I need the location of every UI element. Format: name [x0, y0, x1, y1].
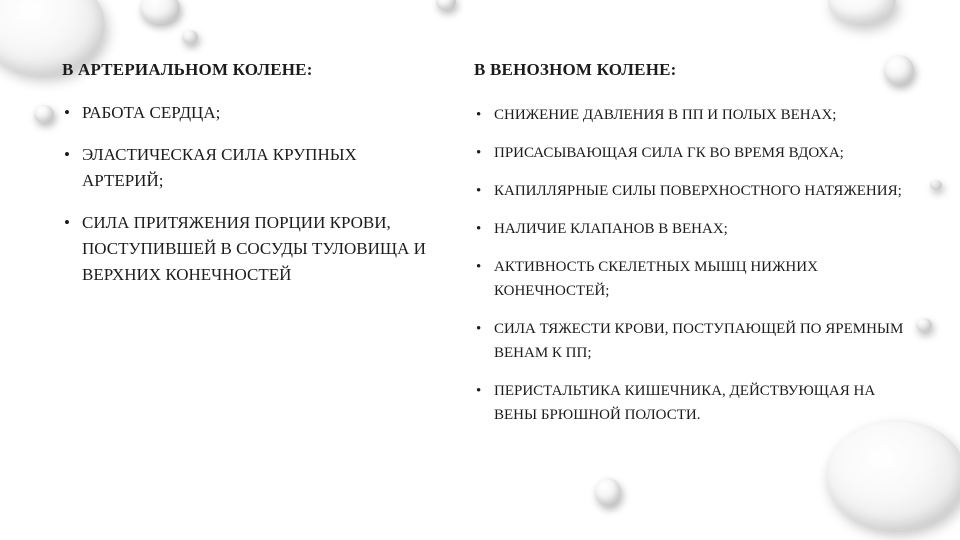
arterial-column — [62, 60, 442, 304]
list-item: • РАБОТА СЕРДЦА; — [62, 100, 442, 126]
list-item: • ЭЛАСТИЧЕСКАЯ СИЛА КРУПНЫХ АРТЕРИЙ; — [62, 142, 442, 194]
water-drop-tiny-top-left — [182, 30, 198, 44]
water-drop-mid-left — [34, 105, 54, 123]
list-item: • АКТИВНОСТЬ СКЕЛЕТНЫХ МЫШЦ НИЖНИХ КОНЕЧНОСТЕЙ; — [474, 255, 914, 303]
list-item: • НАЛИЧИЕ КЛАПАНОВ В ВЕНАХ; — [474, 217, 914, 241]
list-item: • СИЛА ПРИТЯЖЕНИЯ ПОРЦИИ КРОВИ, ПОСТУПИВШЕЙ В СОСУДЫ ТУЛОВИЩА И ВЕРХНИХ КОНЕЧНОСТЕЙ — [62, 210, 442, 288]
list-item: • ПЕРИСТАЛЬТИКА КИШЕЧНИКА, ДЕЙСТВУЮЩАЯ НА ВЕНЫ БРЮШНОЙ ПОЛОСТИ. — [474, 379, 914, 427]
venous-column-title: В ВЕНОЗНОМ КОЛЕНЕ: — [474, 60, 677, 79]
water-drop-top-center — [436, 0, 456, 10]
water-drop-right-tiny — [930, 180, 942, 190]
list-item: • КАПИЛЛЯРНЫЕ СИЛЫ ПОВЕРХНОСТНОГО НАТЯЖЕНИЯ; — [474, 179, 914, 203]
list-item: • СИЛА ТЯЖЕСТИ КРОВИ, ПОСТУПАЮЩЕЙ ПО ЯРЕМНЫМ ВЕНАМ К ПП; — [474, 317, 914, 365]
arterial-column-title: В АРТЕРИАЛЬНОМ КОЛЕНЕ: — [62, 60, 313, 79]
water-drop-right-small — [916, 318, 932, 332]
list-item: • СНИЖЕНИЕ ДАВЛЕНИЯ В ПП И ПОЛЫХ ВЕНАХ; — [474, 103, 914, 127]
water-drop-bottom-center — [595, 478, 621, 506]
venous-list — [474, 103, 914, 427]
venous-column — [474, 60, 914, 441]
arterial-list — [62, 100, 442, 288]
list-item: • ПРИСАСЫВАЮЩАЯ СИЛА ГК ВО ВРЕМЯ ВДОХА; — [474, 141, 914, 165]
water-drop-top-right — [828, 0, 896, 24]
water-drop-small-top-left — [140, 0, 180, 24]
